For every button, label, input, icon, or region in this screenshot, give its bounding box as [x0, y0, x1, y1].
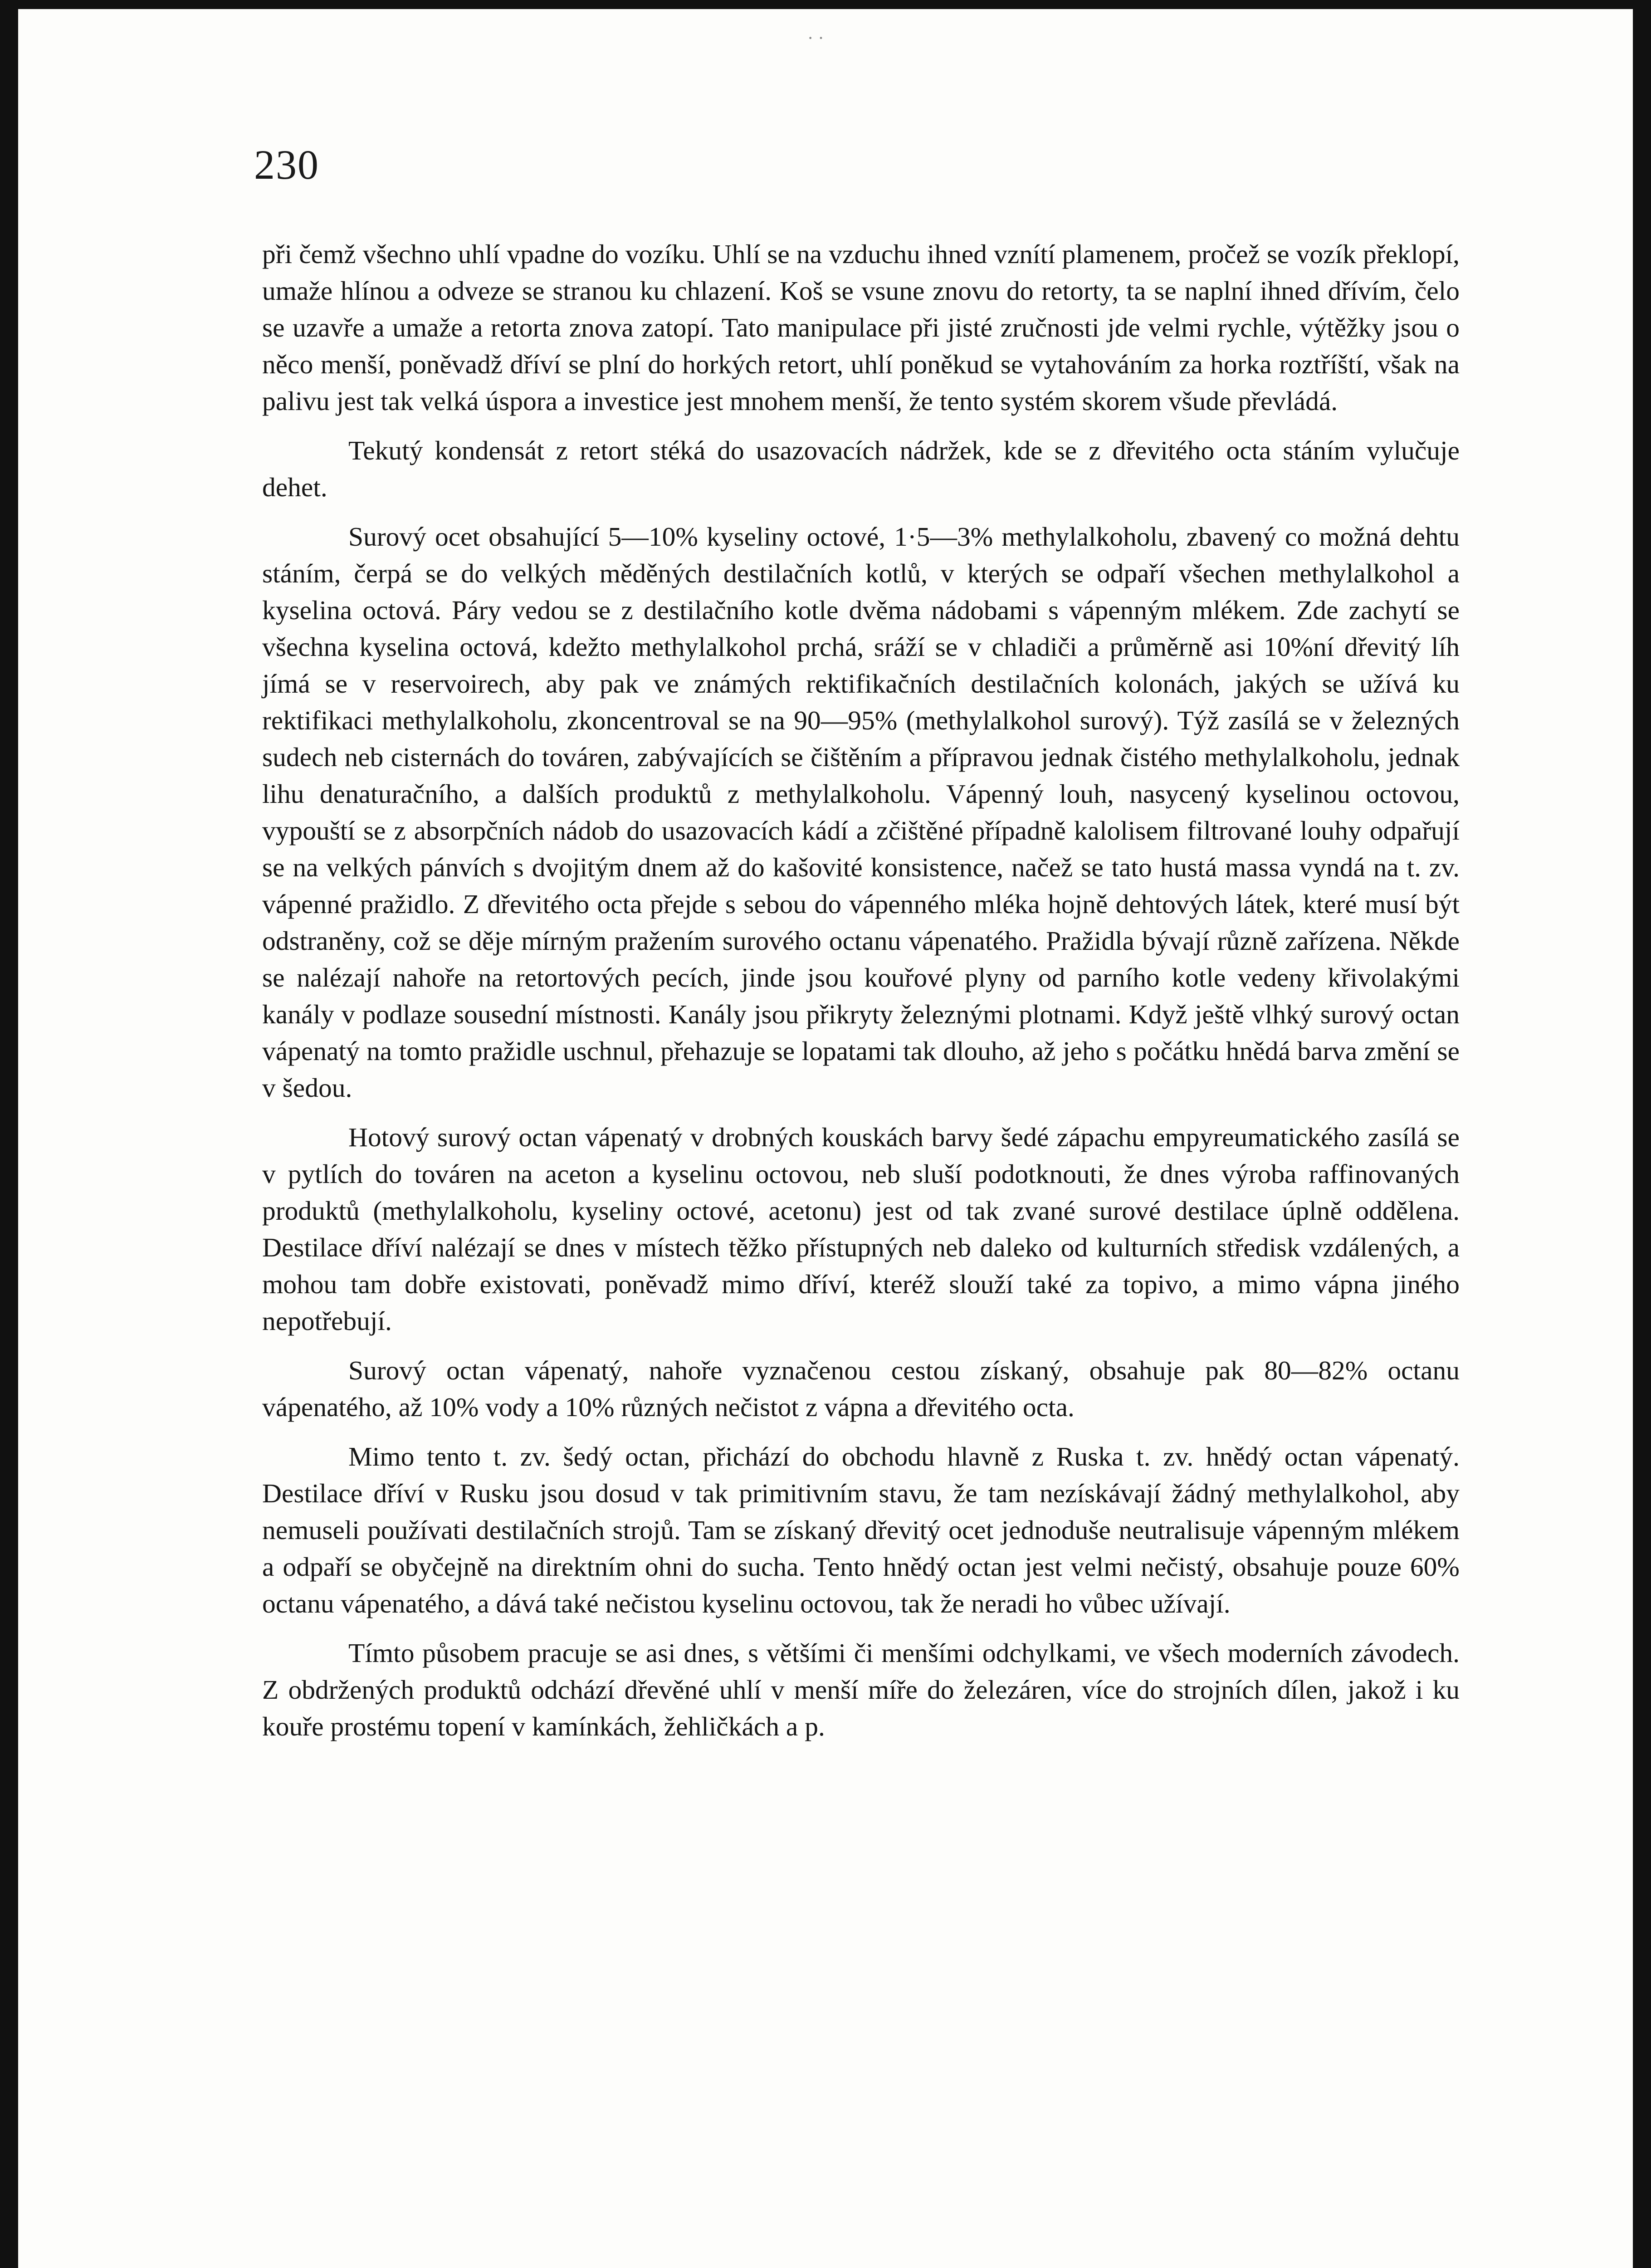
paragraph-1: při čemž všechno uhlí vpadne do vozíku. Uhlí se na vzduchu ihned vznítí plamenem, pročež se vozík překlopí, umaže hlínou a odveze se stranou ku chlazení. Koš se vsune znovu do retorty, ta se naplní ihned dřívím, čelo se uzavře a umaže a retorta znova zatopí. Tato manipulace při jisté zručnosti jde velmi rychle, výtěžky jsou o něco menší, poněvadž dříví se plní do horkých retort, uhlí poněkud se vytahováním za horka roztříští, však na palivu jest tak velká úspora a investice jest mnohem menší, že tento systém skorem všude převládá. — [262, 239, 1460, 416]
page-number: 230 — [254, 142, 319, 188]
book-page — [18, 9, 1633, 2268]
paragraph-5: Surový octan vápenatý, nahoře vyznačenou cestou získaný, obsahuje pak 80—82% octanu vápenatého, až 10% vody a 10% různých nečistot z vápna a dřevitého octa. — [262, 1355, 1460, 1422]
body-text — [262, 236, 1460, 1758]
paragraph-7: Tímto působem pracuje se asi dnes, s většími či menšími odchylkami, ve všech moderních závodech. Z obdržených produktů odchází dřevěné uhlí v menší míře do železáren, více do strojních dílen, jakož i ku kouře prostému topení v kamínkách, žehličkách a p. — [262, 1638, 1460, 1741]
paragraph-3: Surový ocet obsahující 5—10% kyseliny octové, 1·5—3% methylalkoholu, zbavený co možná dehtu stáním, čerpá se do velkých měděných destilačních kotlů, v kterých se odpaří všechen methylalkohol a kyselina octová. Páry vedou se z destilačního kotle dvěma nádobami s vápenným mlékem. Zde zachytí se všechna kyselina octová, kdežto methylalkohol prchá, sráží se v chladiči a průměrně asi 10%ní dřevitý líh jímá se v reservoirech, aby pak ve známých rektifikačních destilačních kolonách, jakých se užívá ku rektifikaci methylalkoholu, zkoncentroval se na 90—95% (methylalkohol surový). Týž zasílá se v železných sudech neb cisternách do továren, zabývajících se čištěním a přípravou jednak čistého methylalkoholu, jednak lihu denaturačního, a dalších produktů z methylalkoholu. Vápenný louh, nasycený kyselinou octovou, vypouští se z absorpčních nádob do usazovacích kádí a zčištěné případně kalolisem filtrované louhy odpařují se na velkých pánvích s dvojitým dnem až do kašovité konsistence, načež se tato hustá massa vyndá na t. zv. vápenné pražidlo. Z dřevitého octa přejde s sebou do vápenného mléka hojně dehtových látek, které musí být odstraněny, což se děje mírným pražením surového octanu vápenatého. Pražidla bývají různě zařízena. Někde se nalézají nahoře na retortových pecích, jinde jsou kouřové plyny od parního kotle vedeny křivolakými kanály v podlaze sousední místnosti. Kanály jsou přikryty železnými plotnami. Když ještě vlhký surový octan vápenatý na tomto pražidle uschnul, přehazuje se lopatami tak dlouho, až jeho s počátku hnědá barva změní se v šedou. — [262, 522, 1460, 1103]
paragraph-6: Mimo tento t. zv. šedý octan, přichází do obchodu hlavně z Ruska t. zv. hnědý octan vápenatý. Destilace dříví v Rusku jsou dosud v tak primitivním stavu, že tam nezískávají žádný methylalkohol, aby nemuseli používati destilačních strojů. Tam se získaný dřevitý ocet jednoduše neutralisuje vápenným mlékem a odpaří se obyčejně na direktním ohni do sucha. Tento hnědý octan jest velmi nečistý, obsahuje pouze 60% octanu vápenatého, a dává také nečistou kyselinu octovou, tak že neradi ho vůbec užívají. — [262, 1442, 1460, 1618]
paragraph-2: Tekutý kondensát z retort stéká do usazovacích nádržek, kde se z dřevitého octa stáním vylučuje dehet. — [262, 435, 1460, 502]
paragraph-4: Hotový surový octan vápenatý v drobných kouskách barvy šedé zápachu empyreumatického zasílá se v pytlích do továren na aceton a kyselinu octovou, neb sluší podotknouti, že dnes výroba raffinovaných produktů (methylalkoholu, kyseliny octové, acetonu) jest od tak zvané surové destilace úplně oddělena. Destilace dříví nalézají se dnes v místech těžko přístupných neb daleko od kulturních středisk vzdálených, a mohou tam dobře existovati, poněvadž mimo dříví, kteréž slouží také za topivo, a mimo vápna jiného nepotřebují. — [262, 1122, 1460, 1336]
scan-specks: · · — [807, 28, 824, 48]
